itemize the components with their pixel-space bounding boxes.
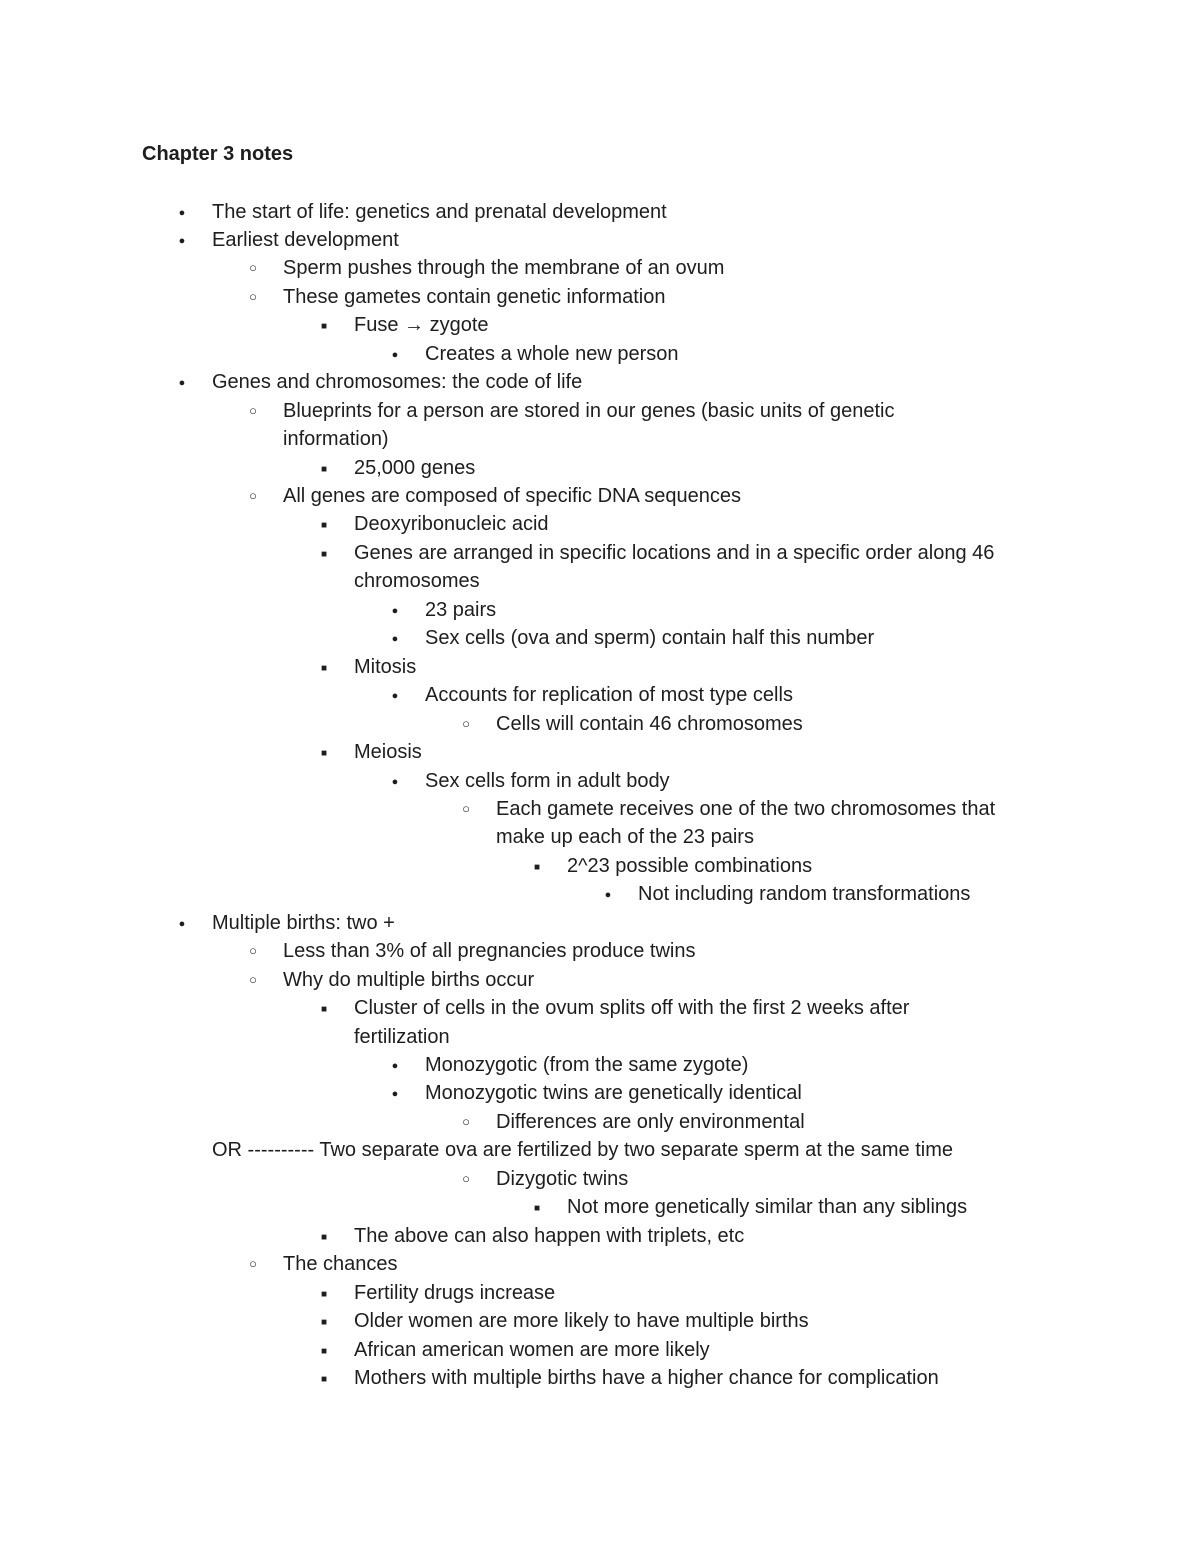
circle-bullet-icon xyxy=(243,254,263,282)
note-line: Accounts for replication of most type cells xyxy=(425,684,793,707)
disc-bullet-icon xyxy=(172,226,192,255)
note-line: Differences are only environmental xyxy=(496,1110,805,1133)
disc-bullet-icon xyxy=(172,909,192,938)
note-line: Each gamete receives one of the two chromosomes that xyxy=(496,797,996,820)
square-bullet-icon xyxy=(527,1193,547,1223)
note-line: Multiple births: two + xyxy=(212,911,395,934)
disc-bullet-icon xyxy=(385,1051,405,1080)
square-bullet-icon xyxy=(314,1279,334,1309)
note-line: Fertility drugs increase xyxy=(354,1281,556,1304)
note-line: The chances xyxy=(283,1253,398,1276)
note-line: Sex cells form in adult body xyxy=(425,769,670,792)
circle-bullet-icon xyxy=(243,937,263,965)
page-title: Chapter 3 notes xyxy=(142,143,294,165)
square-bullet-icon xyxy=(314,1336,334,1366)
disc-bullet-icon xyxy=(385,767,405,796)
note-line: Older women are more likely to have multiple births xyxy=(354,1310,809,1333)
note-line: Monozygotic (from the same zygote) xyxy=(425,1054,749,1076)
note-line: Mitosis xyxy=(354,655,417,678)
square-bullet-icon xyxy=(314,994,334,1024)
square-bullet-icon xyxy=(314,653,334,683)
note-line: Deoxyribonucleic acid xyxy=(354,513,549,536)
square-bullet-icon xyxy=(314,1364,334,1394)
square-bullet-icon xyxy=(314,454,334,484)
disc-bullet-icon xyxy=(598,880,618,909)
disc-bullet-icon xyxy=(385,596,405,625)
disc-bullet-icon xyxy=(385,624,405,653)
note-line: Why do multiple births occur xyxy=(283,968,535,991)
square-bullet-icon xyxy=(314,1222,334,1252)
square-bullet-icon xyxy=(527,852,547,882)
note-line: Genes are arranged in specific locations and in a specific order along 46 xyxy=(354,541,995,564)
note-line: 2^23 possible combinations xyxy=(567,854,813,877)
circle-bullet-icon xyxy=(456,1108,476,1136)
disc-bullet-icon xyxy=(172,198,192,227)
note-line: Dizygotic twins xyxy=(496,1167,629,1190)
square-bullet-icon xyxy=(314,311,334,341)
square-bullet-icon xyxy=(314,510,334,540)
square-bullet-icon xyxy=(314,738,334,768)
note-line: Creates a whole new person xyxy=(425,342,679,365)
note-line: Meiosis xyxy=(354,741,422,764)
note-line: fertilization xyxy=(354,1025,450,1048)
circle-bullet-icon xyxy=(243,966,263,994)
note-line: Sperm pushes through the membrane of an ovum xyxy=(283,257,725,280)
disc-bullet-icon xyxy=(385,681,405,710)
note-line: Blueprints for a person are stored in our genes (basic units of genetic xyxy=(283,399,895,422)
note-line: All genes are composed of specific DNA sequences xyxy=(283,485,742,507)
note-line: Sex cells (ova and sperm) contain half this number xyxy=(425,627,875,650)
square-bullet-icon xyxy=(314,1307,334,1337)
note-line: Mothers with multiple births have a higher chance for complication xyxy=(354,1366,939,1389)
circle-bullet-icon xyxy=(243,1250,263,1278)
disc-bullet-icon xyxy=(172,368,192,397)
note-line: Cells will contain 46 chromosomes xyxy=(496,712,803,735)
note-line: Less than 3% of all pregnancies produce twins xyxy=(283,940,696,963)
circle-bullet-icon xyxy=(243,397,263,425)
square-bullet-icon xyxy=(314,539,334,569)
note-line: Fuse → zygote xyxy=(354,314,489,337)
note-line: These gametes contain genetic information xyxy=(283,285,666,308)
note-line: chromosomes xyxy=(354,570,480,593)
note-line: make up each of the 23 pairs xyxy=(496,826,754,849)
circle-bullet-icon xyxy=(243,283,263,311)
note-line: OR ---------- Two separate ova are fertilized by two separate sperm at the same time xyxy=(212,1139,953,1162)
note-line: The start of life: genetics and prenatal development xyxy=(212,200,667,223)
circle-bullet-icon xyxy=(243,482,263,510)
note-line: Genes and chromosomes: the code of life xyxy=(212,371,583,394)
circle-bullet-icon xyxy=(456,710,476,738)
note-line: Cluster of cells in the ovum splits off with the first 2 weeks after xyxy=(354,997,910,1020)
circle-bullet-icon xyxy=(456,795,476,823)
note-line: Monozygotic twins are genetically identical xyxy=(425,1082,802,1105)
note-line: The above can also happen with triplets, etc xyxy=(354,1224,745,1247)
note-line: African american women are more likely xyxy=(354,1338,710,1361)
note-line: Earliest development xyxy=(212,228,399,251)
note-line: 23 pairs xyxy=(425,598,497,621)
note-line: Not more genetically similar than any siblings xyxy=(567,1196,968,1219)
disc-bullet-icon xyxy=(385,340,405,369)
note-line: information) xyxy=(283,428,389,451)
note-line: 25,000 genes xyxy=(354,456,476,479)
note-line: Not including random transformations xyxy=(638,883,971,906)
circle-bullet-icon xyxy=(456,1165,476,1193)
disc-bullet-icon xyxy=(385,1079,405,1108)
